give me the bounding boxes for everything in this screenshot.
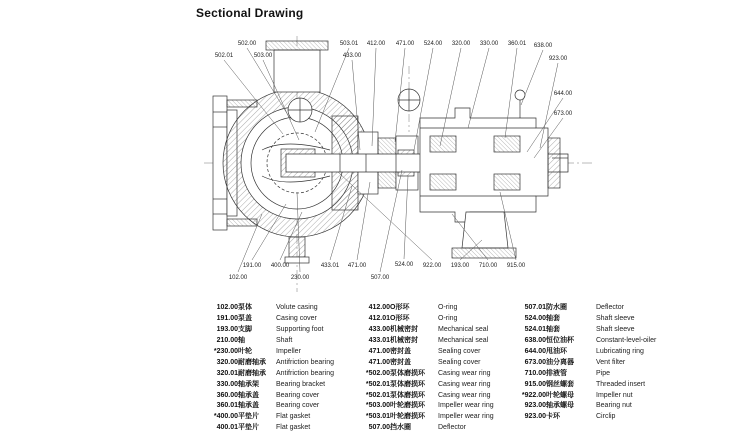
- part-number: 923.00: [524, 402, 546, 410]
- part-name-en: Shaft sleeve: [596, 326, 635, 334]
- part-number: 433.00: [368, 326, 390, 334]
- part-name-en: Volute casing: [276, 304, 318, 312]
- part-name-cn: 叶轮: [238, 348, 252, 355]
- part-name-en: Casing cover: [276, 315, 317, 323]
- part-name-cn: 机械密封: [390, 337, 418, 345]
- part-name-cn: 卡环: [546, 413, 560, 421]
- part-number: 710.00: [524, 369, 546, 377]
- part-name-cn: 防水圈: [546, 304, 567, 312]
- part-number: *230.00: [213, 348, 238, 355]
- discharge-flange: [266, 41, 328, 50]
- part-name-cn: 密封盖: [390, 348, 411, 355]
- part-name-en: Casing wear ring: [438, 391, 491, 399]
- part-name-en: Antifriction bearing: [276, 369, 334, 377]
- parts-table-row: [196, 401, 666, 412]
- part-number: *922.00: [521, 391, 546, 399]
- part-name-cn: 挡水圈: [390, 424, 411, 432]
- part-name-cn: 轴承架: [238, 380, 259, 388]
- part-number: 412.00: [368, 304, 390, 312]
- part-name-cn: 轴: [238, 337, 245, 345]
- callout-label: 433.01: [320, 263, 340, 269]
- part-name-cn: 机械密封: [390, 326, 418, 334]
- part-name-en: Pipe: [596, 369, 611, 377]
- part-name-cn: 叶轮磨损环: [390, 402, 425, 410]
- part-name-cn: 平垫片: [238, 413, 259, 421]
- callout-label: 400.00: [270, 263, 290, 269]
- part-name-cn: 平垫片: [238, 424, 259, 432]
- part-number: 638.00: [524, 337, 546, 345]
- part-name-en: Flat gasket: [276, 424, 311, 432]
- part-name-cn: 叶轮螺母: [546, 391, 574, 399]
- part-name-cn: 甩油环: [546, 348, 567, 355]
- part-name-cn: 泵体磨损环: [390, 391, 425, 399]
- part-name-en: O-ring: [438, 304, 458, 312]
- part-name-en: Shaft: [276, 337, 293, 345]
- callout-label: 922.00: [422, 263, 442, 269]
- callout-label: 524.00: [423, 41, 443, 47]
- part-number: *503.01: [365, 413, 390, 421]
- part-name-cn: 轴承盖: [238, 391, 259, 399]
- drawing-geometry: [204, 36, 592, 292]
- part-number: 915.00: [524, 380, 546, 388]
- part-name-en: Vent filter: [596, 358, 626, 366]
- bearing-rear-top: [494, 136, 520, 152]
- part-number: *502.00: [365, 369, 390, 377]
- part-number: 102.00: [216, 304, 238, 312]
- part-name-en: Antifriction bearing: [276, 358, 334, 366]
- callout-label: 193.00: [450, 263, 470, 269]
- part-name-cn: 泵体磨损环: [390, 369, 425, 377]
- part-number: 524.01: [524, 326, 546, 334]
- part-name-en: Sealing cover: [438, 358, 481, 366]
- callout-label: 915.00: [506, 263, 526, 269]
- discharge-neck: [274, 50, 320, 92]
- part-name-cn: 钢丝螺套: [546, 380, 574, 388]
- part-number: 433.01: [368, 337, 390, 345]
- parts-table-row: [196, 303, 666, 314]
- baseplate: [452, 248, 516, 258]
- parts-table-row: [196, 379, 666, 390]
- parts-table-row: [196, 368, 666, 379]
- part-number: 507.00: [368, 424, 390, 432]
- parts-table-row: [196, 336, 666, 347]
- callout-label: 330.00: [479, 41, 499, 47]
- callout-label: 503.00: [253, 53, 273, 59]
- part-name-cn: O形环: [390, 304, 410, 312]
- callout-label: 320.00: [451, 41, 471, 47]
- part-number: 400.01: [216, 424, 238, 432]
- part-number: *502.01: [365, 380, 390, 388]
- part-name-en: Sealing cover: [438, 348, 481, 355]
- bearing-cover-section: [548, 138, 560, 188]
- part-name-cn: 油分离器: [546, 358, 574, 366]
- part-name-en: Impeller wear ring: [438, 402, 494, 410]
- callout-label: 502.01: [214, 53, 234, 59]
- callout-leader-line: [540, 63, 558, 148]
- callout-label: 710.00: [478, 263, 498, 269]
- part-name-cn: 泵体: [238, 304, 252, 312]
- parts-table-row: [196, 390, 666, 401]
- bearing-rear-bottom: [494, 174, 520, 190]
- bearing-bracket: [420, 108, 548, 222]
- part-name-en: Supporting foot: [276, 326, 324, 334]
- part-name-en: Mechanical seal: [438, 326, 489, 334]
- callout-label: 673.00: [553, 111, 573, 117]
- part-name-en: Bearing nut: [596, 402, 632, 410]
- part-name-en: Threaded insert: [596, 380, 646, 388]
- callout-label: 412.00: [366, 41, 386, 47]
- casing-drain: [289, 237, 305, 257]
- part-name-cn: 排液管: [546, 369, 567, 377]
- part-name-en: Impeller nut: [596, 391, 633, 399]
- part-name-en: Impeller: [276, 348, 301, 355]
- callout-label: 638.00: [533, 43, 553, 49]
- part-name-cn: 密封盖: [390, 358, 411, 366]
- part-name-en: Constant-level-oiler: [596, 337, 657, 345]
- part-name-en: Flat gasket: [276, 413, 311, 421]
- part-name-cn: 支脚: [238, 326, 252, 334]
- part-name-en: Shaft sleeve: [596, 315, 635, 323]
- callout-label: 471.00: [347, 263, 367, 269]
- part-name-en: Bearing bracket: [276, 380, 326, 388]
- callout-leader-line: [372, 48, 376, 146]
- part-name-en: Deflector: [438, 424, 467, 432]
- part-name-en: Casing wear ring: [438, 369, 491, 377]
- callout-label: 502.00: [237, 41, 257, 47]
- part-name-cn: 耐磨轴承: [238, 369, 266, 377]
- parts-table-row: [196, 325, 666, 336]
- part-name-en: Impeller wear ring: [438, 413, 494, 421]
- part-number: *502.01: [365, 391, 390, 399]
- part-name-cn: 轴承盖: [238, 402, 259, 410]
- part-name-en: Mechanical seal: [438, 337, 489, 345]
- support-foot: [462, 212, 508, 248]
- part-number: 191.00: [216, 315, 238, 323]
- bearing-front-bottom: [430, 174, 456, 190]
- part-number: 507.01: [524, 304, 546, 312]
- bearing-front-top: [430, 136, 456, 152]
- part-number: 360.01: [216, 402, 238, 410]
- part-number: 471.00: [368, 348, 390, 355]
- part-number: 524.00: [524, 315, 546, 323]
- callout-label: 102.00: [228, 275, 248, 281]
- callout-label: 524.00: [394, 262, 414, 268]
- parts-table-row: [196, 314, 666, 325]
- part-name-cn: 泵体磨损环: [390, 380, 425, 388]
- part-name-cn: 泵盖: [238, 315, 252, 323]
- part-name-en: Bearing cover: [276, 391, 320, 399]
- callout-label: 471.00: [395, 41, 415, 47]
- part-number: 330.00: [216, 380, 238, 388]
- part-name-cn: 恒位油杯: [546, 337, 574, 345]
- callout-label: 230.00: [290, 275, 310, 281]
- part-number: 320.00: [216, 358, 238, 366]
- part-name-en: Circlip: [596, 413, 616, 421]
- part-name-cn: 轴套: [546, 315, 560, 323]
- part-number: *400.00: [213, 413, 238, 421]
- callout-label: 191.00: [242, 263, 262, 269]
- callout-leader-line: [521, 50, 543, 105]
- part-number: 193.00: [216, 326, 238, 334]
- callout-label: 433.00: [342, 53, 362, 59]
- part-name-cn: 轴套: [546, 326, 560, 334]
- part-name-en: O-ring: [438, 315, 458, 323]
- parts-table-row: [196, 347, 666, 358]
- parts-table-row: [196, 412, 666, 423]
- callout-label: 503.01: [339, 41, 359, 47]
- part-number: 923.00: [524, 413, 546, 421]
- part-number: *503.00: [365, 402, 390, 410]
- part-number: 320.01: [216, 369, 238, 377]
- part-name-en: Bearing cover: [276, 402, 320, 410]
- part-number: 471.00: [368, 358, 390, 366]
- part-number: 412.01: [368, 315, 390, 323]
- parts-list-table: [196, 303, 666, 434]
- part-name-cn: 耐磨轴承: [238, 358, 266, 366]
- part-name-en: Lubricating ring: [596, 348, 644, 355]
- callout-leader-line: [468, 48, 489, 128]
- page-title: Sectional Drawing: [196, 6, 304, 20]
- part-number: 360.00: [216, 391, 238, 399]
- part-name-cn: O形环: [390, 315, 410, 323]
- part-name-en: Casing wear ring: [438, 380, 491, 388]
- parts-table-row: [196, 423, 666, 434]
- part-name-cn: 轴承螺母: [546, 402, 574, 410]
- parts-table-row: [196, 357, 666, 368]
- callout-label: 644.00: [553, 91, 573, 97]
- part-name-cn: 叶轮磨损环: [390, 413, 425, 421]
- part-number: 210.00: [216, 337, 238, 345]
- part-number: 673.00: [524, 358, 546, 366]
- callout-label: 360.01: [507, 41, 527, 47]
- callout-label: 923.00: [548, 56, 568, 62]
- part-number: 644.00: [524, 348, 546, 355]
- callout-label: 507.00: [370, 275, 390, 281]
- part-name-en: Deflector: [596, 304, 625, 312]
